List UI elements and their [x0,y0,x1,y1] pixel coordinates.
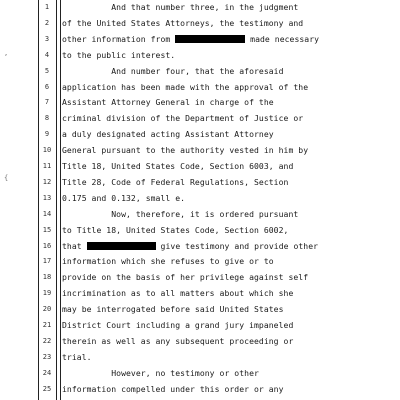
line-number: 6 [44,82,50,91]
line-number: 1 [44,3,50,11]
line-number: 10 [42,146,52,155]
line-text: Title 28, Code of Federal Regulations, Section [62,176,289,187]
line-number: 11 [42,162,52,170]
line-text: information which she refuses to give or to [62,256,274,267]
transcript-line [62,242,392,251]
transcript-line [62,337,392,346]
line-text: made necessary [245,33,320,44]
transcript-line [62,35,392,44]
transcript-line [62,114,392,123]
line-text: And number four, that the aforesaid [62,65,284,76]
line-number: 14 [42,209,52,218]
line-text: incrimination as to all matters about which she [62,288,294,299]
line-number: 24 [42,368,52,377]
line-number: 4 [44,50,50,59]
margin-rule-left [38,0,39,400]
transcript-line [62,146,392,155]
margin-rule-inner-double [60,0,61,400]
margin-rule-inner [56,0,57,400]
line-text: And that number three, in the judgment [62,2,299,12]
line-text: Now, therefore, it is ordered pursuant [62,208,299,219]
line-number: 15 [42,225,52,234]
transcript-line [62,67,392,76]
line-text: information compelled under this order or any [62,383,284,394]
line-number: 23 [42,352,52,361]
line-number: 16 [42,241,52,250]
line-number: 7 [44,98,50,107]
transcript-line [62,98,392,107]
transcript-line [62,385,392,394]
transcript-line [62,353,392,362]
line-number: 12 [42,177,52,186]
line-text: Title 18, United States Code, Section 6003, and [62,161,294,171]
line-text: give testimony and provide other [155,240,319,251]
transcript-line [62,162,392,171]
line-text: District Court including a grand jury impaneled [62,320,294,330]
line-number: 13 [42,193,52,202]
line-number: 9 [44,130,50,139]
transcript-line [62,257,392,266]
transcript-line [62,289,392,298]
line-text: therein as well as any subsequent proceeding or [62,335,294,346]
line-number: 18 [42,273,52,282]
line-number: 21 [42,321,52,329]
transcript-line [62,226,392,235]
transcript-line [62,130,392,139]
line-number: 8 [44,114,50,123]
transcript-line [62,51,392,60]
line-text: criminal division of the Department of Justice or [62,113,304,124]
line-text: of the United States Attorneys, the testimony and [62,17,304,28]
margin-mark: , [4,49,9,57]
transcript-line [62,321,392,330]
margin-mark: { [4,174,9,182]
line-text: application has been made with the approval of the [62,81,309,92]
line-text: Assistant Attorney General in charge of the [62,97,274,108]
line-text: that [62,240,87,251]
line-text: to the public interest. [62,49,176,60]
redaction-bar [175,35,245,43]
line-number: 25 [42,384,52,393]
line-text: However, no testimony or other [62,367,259,378]
line-number: 19 [42,289,52,298]
transcript-line [62,194,392,203]
line-text: provide on the basis of her privilege against self [62,272,309,283]
line-text: other information from [62,33,176,44]
line-text: to Title 18, United States Code, Section 6002, [62,224,289,235]
transcript-line [62,178,392,187]
transcript-line [62,273,392,282]
line-number: 20 [42,305,52,314]
line-number: 22 [42,336,52,345]
line-text: General pursuant to the authority vested in him by [62,145,309,156]
transcript-line [62,305,392,314]
line-text: 0.175 and 0.132, small e. [62,192,186,203]
transcript-line [62,3,392,12]
line-number: 3 [44,34,50,43]
transcript-line [62,83,392,92]
line-text: a duly designated acting Assistant Attorney [62,129,274,140]
line-number: 5 [44,66,50,75]
line-text: trial. [62,351,92,362]
redaction-bar [87,242,156,250]
transcript-line [62,19,392,28]
transcript-line [62,210,392,219]
line-number: 2 [44,18,50,27]
transcript-line [62,369,392,378]
line-number: 17 [42,257,52,266]
line-text: may be interrogated before said United States [62,304,284,315]
